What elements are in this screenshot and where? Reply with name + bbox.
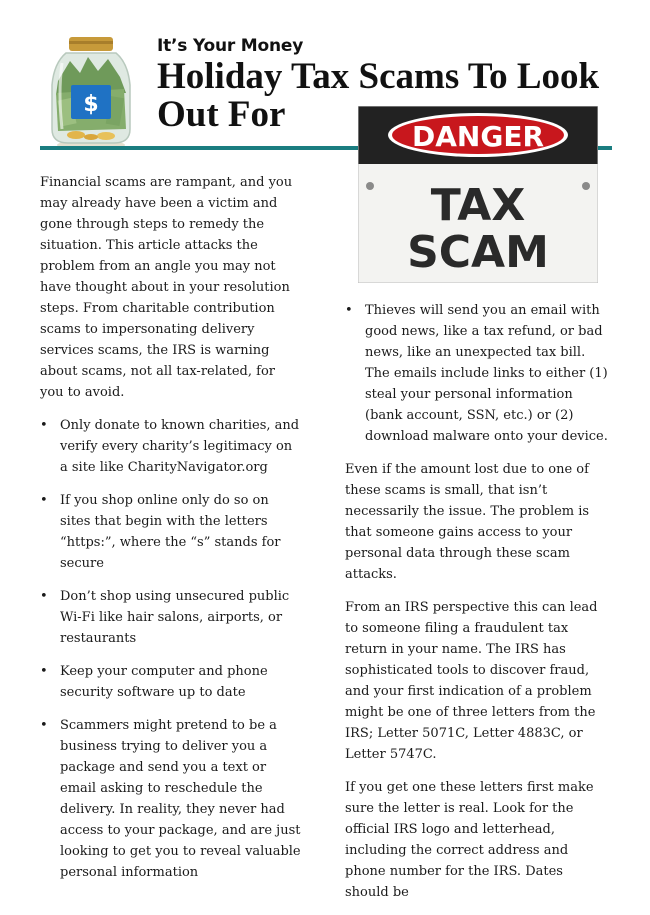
tips-list-continued	[345, 300, 610, 447]
column-kicker: It’s Your Money	[157, 36, 304, 56]
paragraph: Even if the amount lost due to one of these scams is small, that isn’t necessarily the issue. The problem is that someone gains access to your personal data through these scam attacks.	[345, 462, 590, 582]
paragraph: If you get one these letters first make sure the letter is real. Look for the official IRS logo and letterhead, including the correct address and phone number for the IRS. Dates should be	[345, 780, 594, 900]
list-item: • Scammers might pretend to be a business trying to deliver you a package and send you a text or email asking to reschedule the delivery. In reality, they never had access to your package, and are just looking to get you to reveal valuable personal information	[40, 715, 302, 883]
dollar-sign: $	[83, 92, 99, 117]
list-item: • Only donate to known charities, and verify every charity’s legitimacy on a site like CharityNavigator.org	[40, 415, 302, 478]
danger-tax-scam-sign-image	[358, 106, 598, 283]
list-item: • Keep your computer and phone security software up to date	[40, 661, 302, 703]
paragraph: From an IRS perspective this can lead to someone filing a fraudulent tax return in your name. The IRS has sophisticated tools to discover fraud, and your first indication of a problem might be one of three letters from the IRS; Letter 5071C, Letter 4883C, or Letter 5747C.	[345, 600, 598, 762]
left-column	[40, 172, 302, 895]
sign-line-scam: SCAM	[407, 227, 549, 278]
money-jar-icon	[36, 33, 146, 151]
list-item: • Thieves will send you an email with good news, like a tax refund, or bad news, like an unexpected tax bill. The emails include links to either (1) steal your personal information (bank account, SSN, etc.) or (2) download malware onto your device.	[345, 300, 610, 447]
list-item: • If you shop online only do so on sites that begin with the letters “https:”, where the “s” stands for secure	[40, 490, 302, 574]
tips-list	[40, 415, 302, 883]
intro-paragraph: Financial scams are rampant, and you may already have been a victim and gone through steps to remedy the situation. This article attacks the problem from an angle you may not have thought about in your resolution steps. From charitable contribution scams to impersonating delivery services scams, the IRS is warning about scams, not all tax-related, for you to avoid.	[40, 175, 293, 400]
right-column	[345, 300, 610, 915]
sign-banner-text: DANGER	[411, 120, 545, 153]
sign-line-tax: TAX	[430, 180, 526, 231]
article-title: Holiday Tax Scams To Look Out For	[157, 56, 600, 135]
list-item: • Don’t shop using unsecured public Wi-Fi like hair salons, airports, or restaurants	[40, 586, 302, 649]
